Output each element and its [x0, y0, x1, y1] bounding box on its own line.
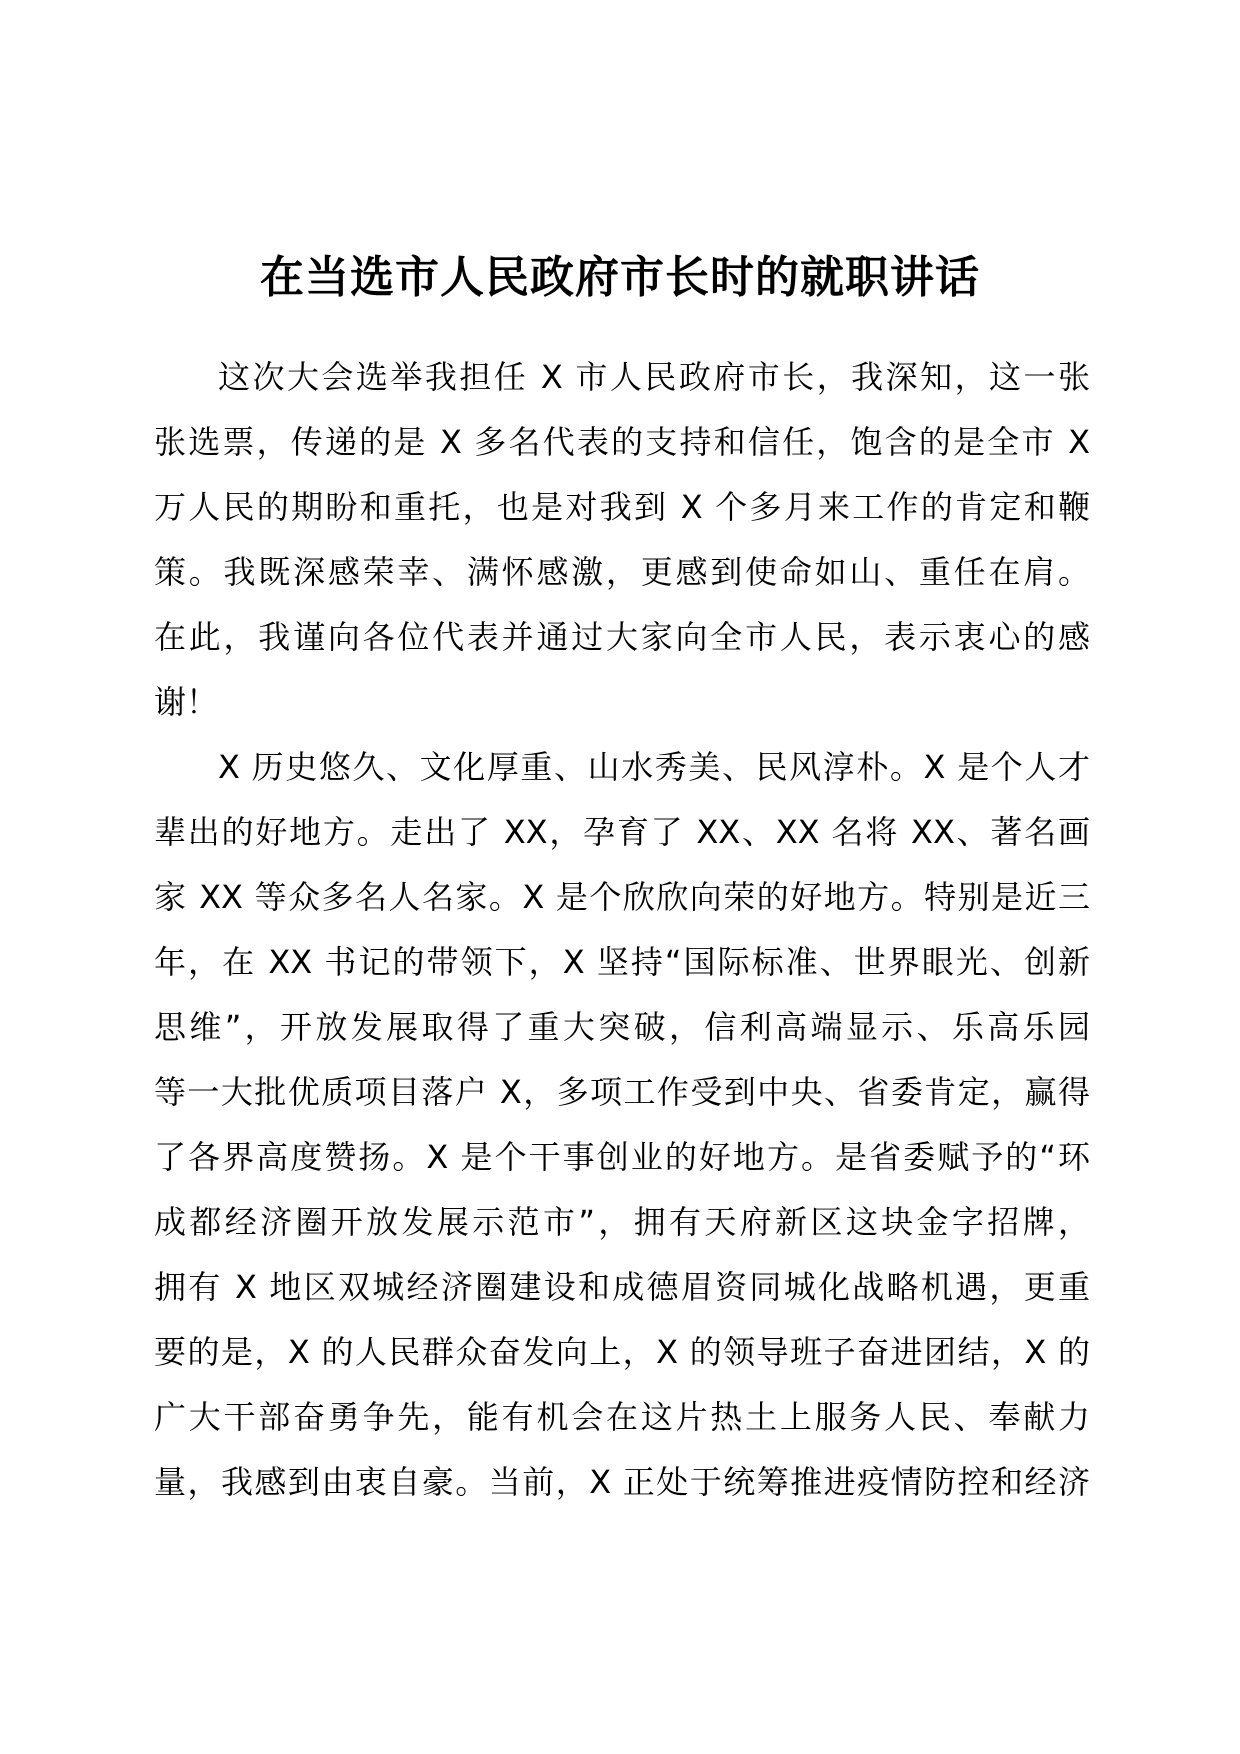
paragraph-2-line-9: 拥有 X 地区双城经济圈建设和成德眉资同城化战略机遇，更重: [154, 1268, 1090, 1306]
paragraph-2-line-3: 家 XX 等众多名人名家。X 是个欣欣向荣的好地方。特别是近三: [154, 878, 1090, 916]
paragraph-2-line-4: 年，在 XX 书记的带领下，X 坚持“国际标准、世界眼光、创新: [154, 943, 1090, 981]
paragraph-1-line-2: 张选票，传递的是 X 多名代表的支持和信任，饱含的是全市 X: [154, 423, 1090, 461]
paragraph-2-line-6: 等一大批优质项目落户 X，多项工作受到中央、省委肯定，赢得: [154, 1073, 1090, 1111]
paragraph-2-line-7: 了各界高度赞扬。X 是个干事创业的好地方。是省委赋予的“环: [154, 1138, 1090, 1176]
paragraph-2-line-8: 成都经济圈开放发展示范市”，拥有天府新区这块金字招牌，: [154, 1203, 1090, 1241]
paragraph-2-line-2: 辈出的好地方。走出了 XX，孕育了 XX、XX 名将 XX、著名画: [154, 813, 1090, 851]
paragraph-1-line-1: 这次大会选举我担任 X 市人民政府市长，我深知，这一张: [218, 358, 1090, 396]
paragraph-2-line-10: 要的是，X 的人民群众奋发向上，X 的领导班子奋进团结，X 的: [154, 1333, 1090, 1371]
paragraph-1-line-4: 策。我既深感荣幸、满怀感激，更感到使命如山、重任在肩。: [154, 553, 1090, 591]
paragraph-1-line-6: 谢！: [154, 683, 219, 721]
document-body: [154, 345, 1090, 1515]
paragraph-2-line-1: X 历史悠久、文化厚重、山水秀美、民风淳朴。X 是个人才: [218, 748, 1090, 786]
paragraph-1-line-5: 在此，我谨向各位代表并通过大家向全市人民，表示衷心的感: [154, 618, 1090, 656]
paragraph-2-line-5: 思维”，开放发展取得了重大突破，信利高端显示、乐高乐园: [154, 1008, 1090, 1046]
document-title: 在当选市人民政府市长时的就职讲话: [260, 252, 980, 303]
paragraph-1-line-3: 万人民的期盼和重托，也是对我到 X 个多月来工作的肯定和鞭: [154, 488, 1090, 526]
paragraph-2-line-12: 量，我感到由衷自豪。当前，X 正处于统筹推进疫情防控和经济: [154, 1463, 1090, 1501]
paragraph-2-line-11: 广大干部奋勇争先，能有机会在这片热土上服务人民、奉献力: [154, 1398, 1090, 1436]
